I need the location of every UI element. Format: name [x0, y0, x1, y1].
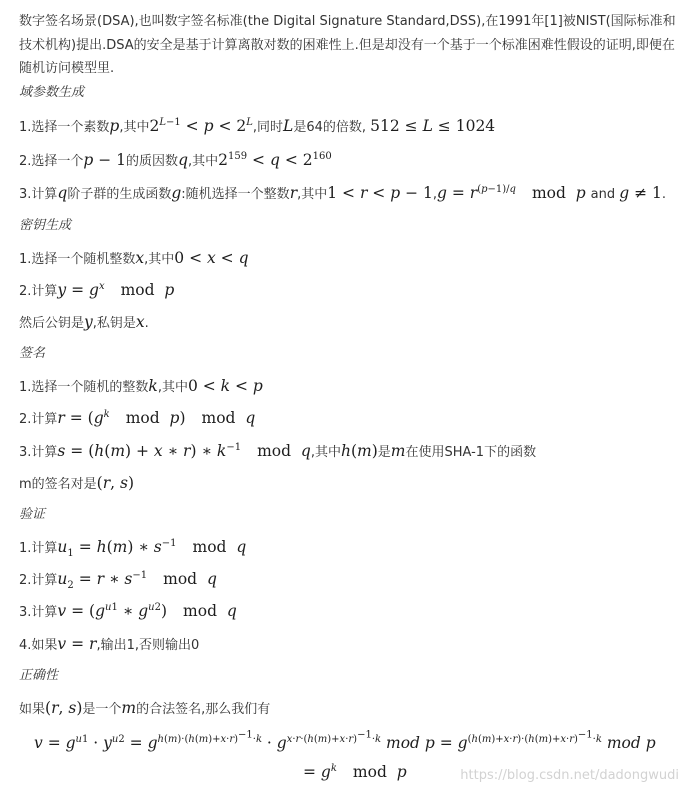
sign-step-1: 1.选择一个随机的整数k,其中0 < k < p [19, 377, 263, 395]
correctness-statement: 如果(r, s)是一个m的合法签名,那么我们有 [19, 699, 271, 717]
verify-step-4: 4.如果v = r,输出1,否则输出0 [19, 635, 200, 653]
keygen-step-3: 然后公钥是y,私钥是x. [19, 313, 149, 331]
verify-heading: 验证 [19, 507, 46, 522]
keygen-heading: 密钥生成 [19, 218, 72, 233]
sign-heading: 签名 [19, 346, 46, 361]
domain-params-step-1: 1.选择一个素数p,其中$2^{L-1} < p < 2^L$,同时L是64的倍数, 512 ≤ L ≤ 1024 [19, 116, 496, 135]
domain-params-heading: 域参数生成 [19, 85, 85, 100]
correctness-formula-line-2: = $g^k$ mod p [303, 762, 407, 781]
sign-step-3: 3.计算s = (h(m) + x ∗ r) ∗ $k^{-1}$ mod q,其中h(m)是m在使用SHA-1下的函数 [19, 441, 537, 460]
keygen-step-2: 2.计算$y = g^x$ mod p [19, 280, 175, 299]
correctness-heading: 正确性 [19, 668, 59, 683]
intro-paragraph: 数字签名场景(DSA),也叫数字签名标准(the Digital Signature Standard,DSS),在1991年[1]被NIST(国际标准和技术机构)提出.DSA的安全是基于计算离散对数的困难性上.但是却没有一个基于一个标准困难性假设的证明,即便在随机访问模型里. [19, 14, 676, 76]
domain-params-step-2: 2.选择一个p − 1的质因数q,其中$2^{159} < q < 2^{160}$ [19, 150, 332, 169]
sign-step-2: 2.计算$r = (g^k$ mod p) mod q [19, 408, 256, 427]
keygen-step-1: 1.选择一个随机整数x,其中0 < x < q [19, 249, 249, 267]
verify-step-2: 2.计算$u_2 = r$ ∗ $s^{-1}$ mod q [19, 569, 217, 592]
correctness-formula-line-1: $v = g^{u1} \cdot y^{u2} = g^{h(m)\cdot(h(m)+x\cdot r)^{-1}\cdot k} \cdot g^{x\cdot r\cdot(h(m)+x\cdot r)^{-1}\cdot k}$ mod $p = g^{(h(m)+x\cdot r)\cdot(h(m)+x\cdot r)^{-1}\cdot k}$ mod p [34, 729, 656, 752]
domain-params-step-3: 3.计算q阶子群的生成函数g:随机选择一个整数r,其中$1 < r < p - 1,g = r^{(p-1)/q}$ mod p and g ≠ 1. [19, 183, 667, 202]
sign-step-4: m的签名对是(r, s) [19, 474, 135, 492]
verify-step-3: 3.计算$v = (g^{u1}$ ∗ $g^{u2}$) mod q [19, 601, 237, 620]
watermark: https://blog.csdn.net/dadongwudi [460, 768, 679, 783]
verify-step-1: 1.计算$u_1 = h(m)$ ∗ $s^{-1}$ mod q [19, 537, 247, 560]
